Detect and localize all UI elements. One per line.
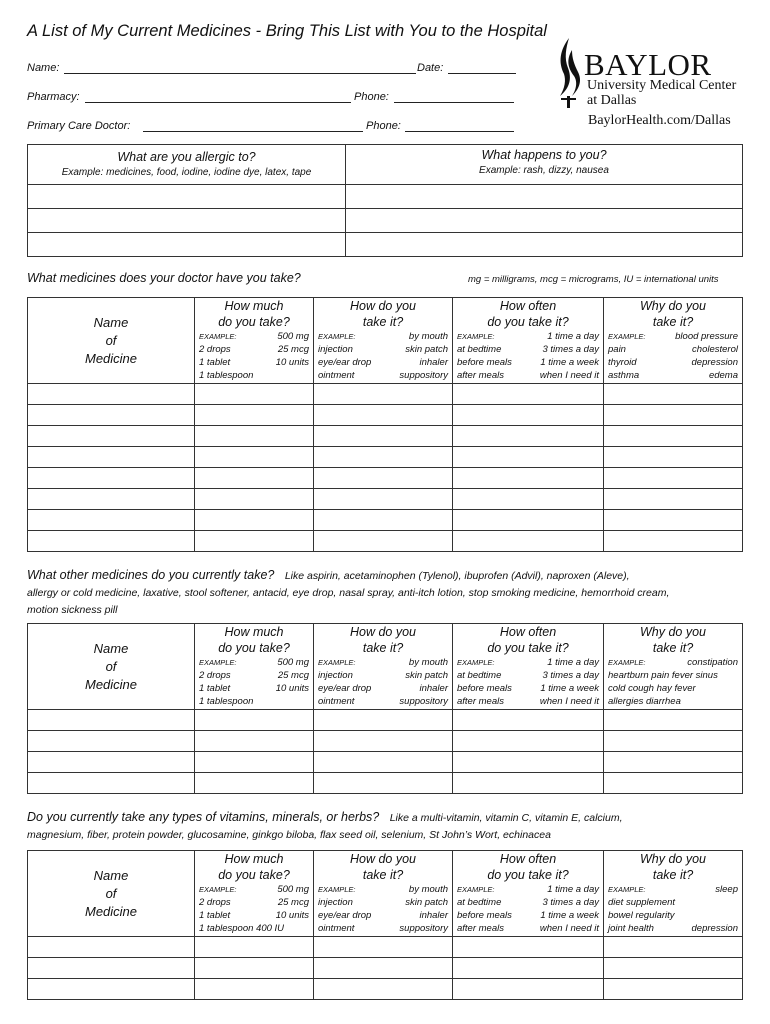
entry-cell[interactable] bbox=[453, 752, 604, 773]
entry-cell[interactable] bbox=[453, 531, 604, 552]
allergy-col-example: Example: medicines, food, iodine, iodine dye, latex, tape bbox=[61, 167, 312, 178]
pharmacy-phone-label: Phone: bbox=[354, 91, 389, 103]
table-row bbox=[28, 979, 743, 1000]
entry-cell[interactable] bbox=[195, 731, 314, 752]
entry-cell[interactable] bbox=[453, 447, 604, 468]
entry-cell[interactable] bbox=[453, 468, 604, 489]
much-example: EXAMPLE: 500 mg 2 drops 25 mcg 1 tablet 10 units 1 tablespoon 400 IU bbox=[199, 884, 309, 934]
entry-cell[interactable] bbox=[28, 531, 195, 552]
table-row bbox=[28, 510, 743, 531]
entry-cell[interactable] bbox=[314, 489, 453, 510]
entry-cell[interactable] bbox=[453, 384, 604, 405]
entry-cell[interactable] bbox=[604, 405, 743, 426]
reaction-col-example: Example: rash, dizzy, nausea bbox=[479, 165, 609, 176]
much-example: EXAMPLE: 500 mg 2 drops 25 mcg 1 tablet 10 units 1 tablespoon bbox=[199, 657, 309, 707]
entry-cell[interactable] bbox=[314, 773, 453, 794]
entry-cell[interactable] bbox=[195, 958, 314, 979]
pcp-label: Primary Care Doctor: bbox=[27, 120, 131, 132]
often-col-header: How often do you take it? bbox=[487, 299, 569, 329]
entry-cell[interactable] bbox=[28, 510, 195, 531]
section2-note: allergy or cold medicine, laxative, stool softener, antacid, eye drop, nasal spray, anti-itch lotion, stop smoking medicine, hemorrhoid cream, bbox=[27, 587, 670, 599]
name-col-label: Name bbox=[93, 314, 129, 330]
entry-cell[interactable] bbox=[314, 447, 453, 468]
section3-title: Do you currently take any types of vitamins, minerals, or herbs? bbox=[27, 810, 380, 824]
entry-cell[interactable] bbox=[453, 405, 604, 426]
much-col-header: How much do you take? bbox=[218, 299, 290, 329]
entry-cell[interactable] bbox=[195, 710, 314, 731]
section2-title: What other medicines do you currently take? bbox=[27, 568, 275, 582]
name-col-label: Name bbox=[93, 867, 129, 883]
section3-note: magnesium, fiber, protein powder, glucosamine, ginkgo biloba, flax seed oil, selenium, St John’s Wort, echinacea bbox=[27, 829, 551, 841]
how-col-header: How do you take it? bbox=[349, 852, 416, 882]
entry-cell[interactable] bbox=[314, 405, 453, 426]
entry-cell[interactable] bbox=[28, 958, 195, 979]
how-col-header: How do you take it? bbox=[349, 625, 416, 655]
entry-cell[interactable] bbox=[195, 531, 314, 552]
pharmacy-label: Pharmacy: bbox=[27, 91, 80, 103]
baylor-flame-icon bbox=[552, 36, 586, 110]
name-label: Name: bbox=[27, 62, 60, 74]
entry-cell[interactable] bbox=[453, 710, 604, 731]
name-col-label: Name bbox=[93, 640, 129, 656]
table-row bbox=[28, 731, 743, 752]
section2-note: motion sickness pill bbox=[27, 604, 118, 616]
pcp-field[interactable] bbox=[143, 131, 363, 132]
entry-cell[interactable] bbox=[195, 937, 314, 958]
table-row bbox=[28, 773, 743, 794]
entry-cell[interactable] bbox=[314, 752, 453, 773]
entry-cell[interactable] bbox=[314, 958, 453, 979]
entry-cell[interactable] bbox=[28, 447, 195, 468]
table-row bbox=[28, 384, 743, 405]
date-field[interactable] bbox=[448, 73, 516, 74]
name-col-label: Medicine bbox=[84, 676, 138, 692]
entry-cell[interactable] bbox=[604, 468, 743, 489]
why-col-header: Why do you take it? bbox=[639, 299, 706, 329]
entry-cell[interactable] bbox=[195, 489, 314, 510]
name-col-label: Medicine bbox=[84, 903, 138, 919]
table-row bbox=[28, 531, 743, 552]
reaction-row[interactable] bbox=[346, 185, 743, 209]
why-col-header: Why do you take it? bbox=[639, 852, 706, 882]
entry-cell[interactable] bbox=[604, 384, 743, 405]
entry-cell[interactable] bbox=[604, 531, 743, 552]
often-example: EXAMPLE: 1 time a day at bedtime 3 times a day before meals 1 time a week after meals when I need it bbox=[457, 657, 599, 707]
entry-cell[interactable] bbox=[28, 937, 195, 958]
entry-cell[interactable] bbox=[195, 979, 314, 1000]
much-example: EXAMPLE: 500 mg 2 drops 25 mcg 1 tablet 10 units 1 tablespoon bbox=[199, 331, 309, 381]
section2-note: Like aspirin, acetaminophen (Tylenol), ibuprofen (Advil), naproxen (Aleve), bbox=[284, 570, 630, 582]
units-legend: mg = milligrams, mcg = micrograms, IU = international units bbox=[468, 274, 719, 285]
entry-cell[interactable] bbox=[604, 773, 743, 794]
why-example: EXAMPLE: constipation heartburn pain fever sinus cold cough hay fever allergies diarrhea bbox=[608, 657, 738, 707]
how-example: EXAMPLE: by mouth injection skin patch eye/ear drop inhaler ointment suppository bbox=[318, 331, 448, 381]
entry-cell[interactable] bbox=[314, 979, 453, 1000]
entry-cell[interactable] bbox=[28, 489, 195, 510]
table-row bbox=[28, 447, 743, 468]
entry-cell[interactable] bbox=[195, 426, 314, 447]
entry-cell[interactable] bbox=[195, 468, 314, 489]
allergy-row[interactable] bbox=[28, 185, 346, 209]
why-example: EXAMPLE: blood pressure pain cholesterol thyroid depression asthma edema bbox=[608, 331, 738, 381]
often-col-header: How often do you take it? bbox=[487, 852, 569, 882]
entry-cell[interactable] bbox=[28, 731, 195, 752]
often-example: EXAMPLE: 1 time a day at bedtime 3 times a day before meals 1 time a week after meals when I need it bbox=[457, 331, 599, 381]
section3-header bbox=[27, 809, 743, 843]
allergy-col-title: What are you allergic to? bbox=[117, 150, 256, 164]
logo-line1: University Medical Center bbox=[587, 78, 737, 93]
entry-cell[interactable] bbox=[28, 426, 195, 447]
entry-cell[interactable] bbox=[453, 773, 604, 794]
doctor-medicines-table bbox=[27, 297, 743, 552]
often-example: EXAMPLE: 1 time a day at bedtime 3 times a day before meals 1 time a week after meals when I need it bbox=[457, 884, 599, 934]
entry-cell[interactable] bbox=[28, 405, 195, 426]
name-col-label: of bbox=[105, 332, 117, 348]
entry-cell[interactable] bbox=[453, 731, 604, 752]
allergy-row[interactable] bbox=[28, 233, 346, 257]
entry-cell[interactable] bbox=[604, 958, 743, 979]
table-row bbox=[28, 710, 743, 731]
reaction-row[interactable] bbox=[346, 233, 743, 257]
much-col-header: How much do you take? bbox=[218, 852, 290, 882]
pcp-phone-field[interactable] bbox=[405, 131, 514, 132]
logo-url: BaylorHealth.com/Dallas bbox=[588, 113, 731, 128]
entry-cell[interactable] bbox=[604, 710, 743, 731]
how-example: EXAMPLE: by mouth injection skin patch eye/ear drop inhaler ointment suppository bbox=[318, 884, 448, 934]
entry-cell[interactable] bbox=[28, 752, 195, 773]
much-col-header: How much do you take? bbox=[218, 625, 290, 655]
table-body bbox=[28, 710, 743, 794]
entry-cell[interactable] bbox=[314, 384, 453, 405]
entry-cell[interactable] bbox=[604, 731, 743, 752]
date-label: Date: bbox=[417, 62, 444, 74]
entry-cell[interactable] bbox=[604, 937, 743, 958]
entry-cell[interactable] bbox=[453, 979, 604, 1000]
pharmacy-field[interactable] bbox=[85, 102, 351, 103]
vitamins-table bbox=[27, 850, 743, 1000]
table-row bbox=[28, 489, 743, 510]
entry-cell[interactable] bbox=[28, 979, 195, 1000]
table-row bbox=[28, 426, 743, 447]
entry-cell[interactable] bbox=[195, 510, 314, 531]
table-row bbox=[28, 468, 743, 489]
entry-cell[interactable] bbox=[195, 384, 314, 405]
entry-cell[interactable] bbox=[604, 979, 743, 1000]
entry-cell[interactable] bbox=[453, 958, 604, 979]
entry-cell[interactable] bbox=[314, 937, 453, 958]
entry-cell[interactable] bbox=[195, 752, 314, 773]
section3-note: Like a multi-vitamin, vitamin C, vitamin E, calcium, bbox=[389, 812, 623, 824]
how-example: EXAMPLE: by mouth injection skin patch eye/ear drop inhaler ointment suppository bbox=[318, 657, 448, 707]
entry-cell[interactable] bbox=[453, 510, 604, 531]
why-example: EXAMPLE: sleep diet supplement bowel regularity joint health depression bbox=[608, 884, 738, 934]
why-col-header: Why do you take it? bbox=[639, 625, 706, 655]
reaction-row[interactable] bbox=[346, 209, 743, 233]
table-row bbox=[28, 937, 743, 958]
entry-cell[interactable] bbox=[453, 426, 604, 447]
entry-cell[interactable] bbox=[604, 447, 743, 468]
pharmacy-phone-field[interactable] bbox=[394, 102, 514, 103]
often-col-header: How often do you take it? bbox=[487, 625, 569, 655]
pcp-phone-label: Phone: bbox=[366, 120, 401, 132]
entry-cell[interactable] bbox=[604, 426, 743, 447]
entry-cell[interactable] bbox=[28, 384, 195, 405]
section2-header bbox=[27, 567, 743, 618]
entry-cell[interactable] bbox=[604, 489, 743, 510]
other-medicines-table bbox=[27, 623, 743, 794]
table-row bbox=[28, 405, 743, 426]
entry-cell[interactable] bbox=[314, 510, 453, 531]
logo-line2: at Dallas bbox=[587, 93, 637, 108]
table-row bbox=[28, 752, 743, 773]
page-title: A List of My Current Medicines - Bring This List with You to the Hospital bbox=[27, 22, 547, 40]
entry-cell[interactable] bbox=[28, 710, 195, 731]
how-col-header: How do you take it? bbox=[349, 299, 416, 329]
entry-cell[interactable] bbox=[195, 447, 314, 468]
entry-cell[interactable] bbox=[314, 710, 453, 731]
name-col-label: of bbox=[105, 658, 117, 674]
entry-cell[interactable] bbox=[28, 773, 195, 794]
table-body bbox=[28, 384, 743, 552]
name-field[interactable] bbox=[64, 73, 416, 74]
allergy-table bbox=[27, 144, 743, 257]
entry-cell[interactable] bbox=[314, 531, 453, 552]
entry-cell[interactable] bbox=[314, 731, 453, 752]
allergy-row[interactable] bbox=[28, 209, 346, 233]
table-body bbox=[28, 937, 743, 1000]
entry-cell[interactable] bbox=[195, 405, 314, 426]
entry-cell[interactable] bbox=[604, 752, 743, 773]
entry-cell[interactable] bbox=[453, 489, 604, 510]
name-col-label: of bbox=[105, 885, 117, 901]
section1-title: What medicines does your doctor have you take? bbox=[27, 271, 301, 285]
logo-wordmark: BAYLOR bbox=[584, 47, 712, 82]
entry-cell[interactable] bbox=[314, 426, 453, 447]
entry-cell[interactable] bbox=[28, 468, 195, 489]
entry-cell[interactable] bbox=[314, 468, 453, 489]
entry-cell[interactable] bbox=[453, 937, 604, 958]
reaction-col-title: What happens to you? bbox=[481, 148, 607, 162]
entry-cell[interactable] bbox=[195, 773, 314, 794]
table-row bbox=[28, 958, 743, 979]
entry-cell[interactable] bbox=[604, 510, 743, 531]
name-col-label: Medicine bbox=[84, 350, 138, 366]
